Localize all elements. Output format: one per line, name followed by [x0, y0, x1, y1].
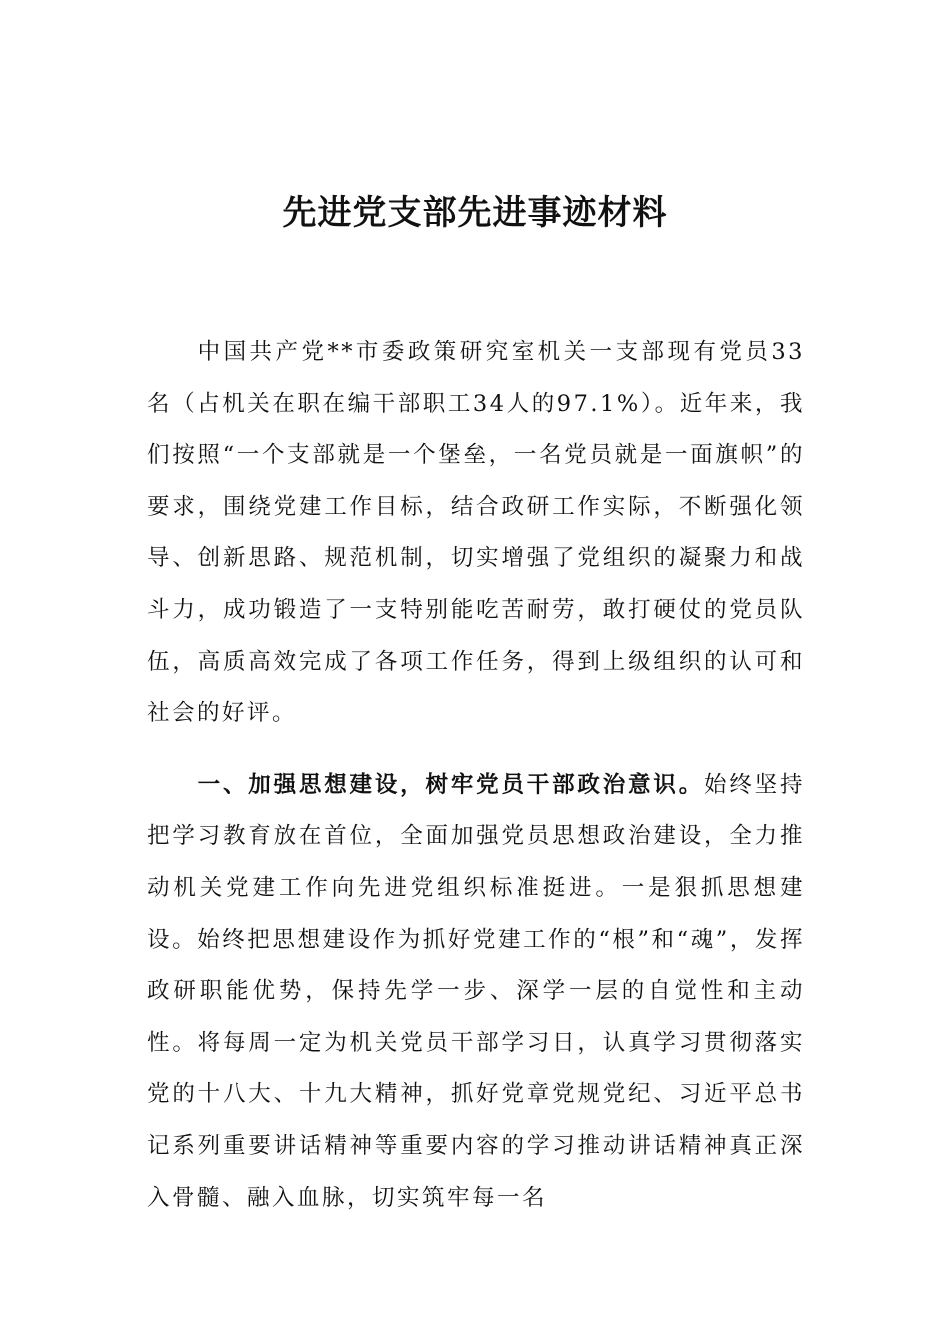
document-body: [147, 327, 805, 1224]
paragraph-section-1: [147, 760, 805, 1224]
paragraph-text: 中国共产党**市委政策研究室机关一支部现有党员33名（占机关在职在编干部职工34人的97.1%）。近年来，我们按照“一个支部就是一个堡垒，一名党员就是一面旗帜”的要求，围绕党建工作目标，结合政研工作实际，不断强化领导、创新思路、规范机制，切实增强了党组织的凝聚力和战斗力，成功锻造了一支特别能吃苦耐劳，敢打硬仗的党员队伍，高质高效完成了各项工作任务，得到上级组织的认可和社会的好评。: [147, 339, 805, 727]
document-title: 先进党支部先进事迹材料: [282, 193, 668, 233]
paragraph-intro: [147, 327, 805, 740]
paragraph-text: 始终坚持把学习教育放在首位，全面加强党员思想政治建设，全力推动机关党建工作向先进党组织标准挺进。一是狠抓思想建设。始终把思想建设作为抓好党建工作的“根”和“魂”，发挥政研职能优势，保持先学一步、深学一层的自觉性和主动性。将每周一定为机关党员干部学习日，认真学习贯彻落实党的十八大、十九大精神，抓好党章党规党纪、习近平总书记系列重要讲话精神等重要内容的学习推动讲话精神真正深入骨髓、融入血脉，切实筑牢每一名: [147, 771, 805, 1211]
section-heading: 一、加强思想建设，树牢党员干部政治意识。: [197, 771, 705, 798]
